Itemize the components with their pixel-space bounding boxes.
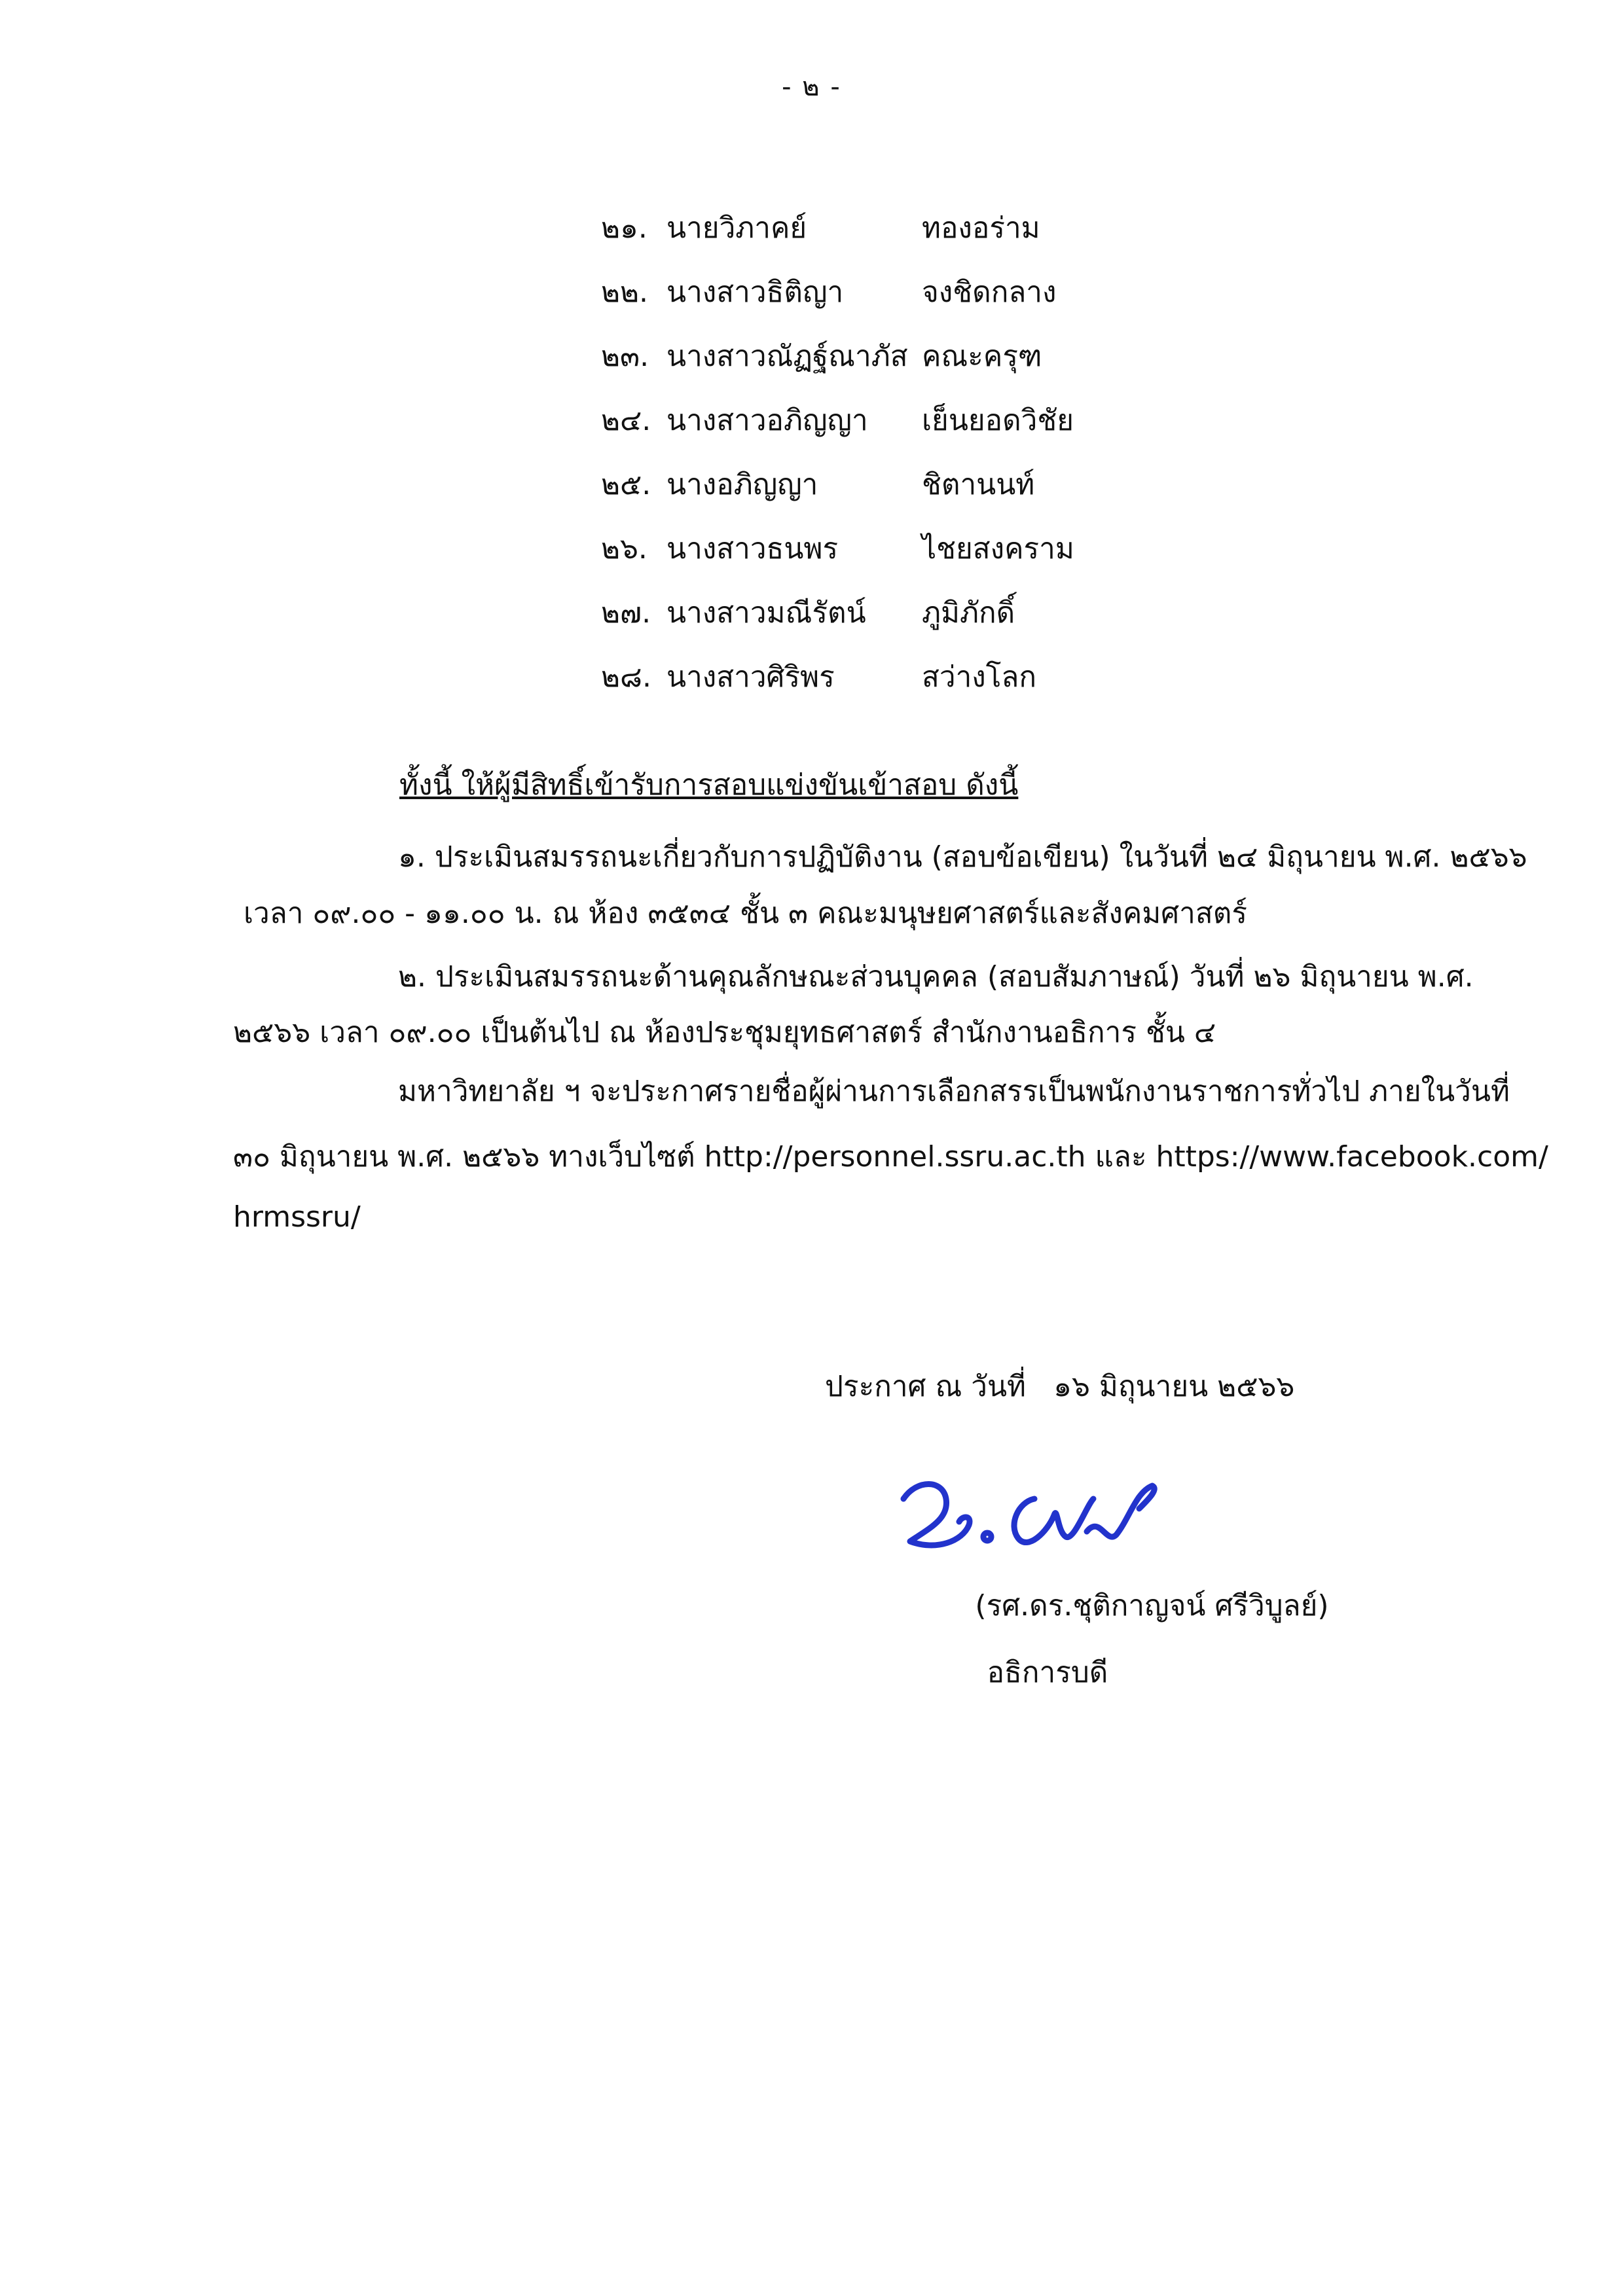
name-index: ๒๒. (601, 276, 648, 309)
name-last: ทองอร่าม (922, 211, 1040, 245)
name-row (601, 196, 1190, 260)
name-row (601, 389, 1190, 453)
body-line: ๒๕๖๖ เวลา ๐๙.๐๐ เป็นต้นไป ณ ห้องประชุมยุทธศาสตร์ สำนักงานอธิการ ชั้น ๔ (233, 1016, 1216, 1049)
name-index: ๒๑. (601, 211, 647, 245)
name-last: ไชยสงคราม (922, 532, 1074, 565)
exam-heading: ทั้งนี้ ให้ผู้มีสิทธิ์เข้ารับการสอบแข่งขันเข้าสอบ ดังนี้ (399, 768, 1019, 802)
name-first: นายวิภาคย์ (666, 211, 807, 245)
body-line: มหาวิทยาลัย ฯ จะประกาศรายชื่อผู้ผ่านการเลือกสรรเป็นพนักงานราชการทั่วไป ภายในวันที่ (398, 1075, 1510, 1108)
name-last: ชิตานนท์ (922, 468, 1035, 501)
name-first: นางสาวมณีรัตน์ (666, 596, 866, 630)
body-line: hrmssru/ (233, 1200, 361, 1234)
name-first: นางสาวศิริพร (666, 660, 835, 694)
name-first: นางสาวณัฏฐ์ณาภัส (666, 340, 908, 373)
body-line: ๓๐ มิถุนายน พ.ศ. ๒๕๖๖ ทางเว็บไซต์ http://personnel.ssru.ac.th และ https://www.facebook.com/ (233, 1140, 1548, 1174)
name-row (601, 325, 1190, 389)
name-index: ๒๗. (601, 596, 651, 630)
announce-label: ประกาศ ณ วันที่ (825, 1370, 1027, 1403)
name-last: คณะครุฑ (922, 340, 1042, 373)
name-index: ๒๕. (601, 468, 651, 501)
name-list (601, 196, 1190, 709)
body-line: ๑. ประเมินสมรรถนะเกี่ยวกับการปฏิบัติงาน (สอบข้อเขียน) ในวันที่ ๒๔ มิถุนายน พ.ศ. ๒๕๖๖ (398, 840, 1527, 874)
page-number: - ๒ - (782, 72, 841, 102)
signer-title: อธิการบดี (987, 1656, 1108, 1689)
signature-icon (890, 1453, 1205, 1571)
name-index: ๒๘. (601, 660, 651, 694)
signature-image (890, 1453, 1205, 1573)
name-last: ภูมิภักดิ์ (922, 596, 1015, 630)
announce-date: ๑๖ มิถุนายน ๒๕๖๖ (1053, 1370, 1295, 1403)
name-row (601, 260, 1190, 325)
name-row (601, 645, 1190, 709)
name-row (601, 453, 1190, 517)
name-last: สว่างโลก (922, 660, 1036, 694)
announce-date-line (825, 1363, 1294, 1409)
name-first: นางสาวธนพร (666, 532, 839, 565)
name-index: ๒๓. (601, 340, 649, 373)
name-index: ๒๔. (601, 404, 651, 437)
body-line: เวลา ๐๙.๐๐ - ๑๑.๐๐ น. ณ ห้อง ๓๕๓๔ ชั้น ๓ คณะมนุษยศาสตร์และสังคมศาสตร์ (244, 897, 1247, 930)
signer-name (0, 1583, 1623, 1628)
name-index: ๒๖. (601, 532, 647, 565)
signer-name-text: (รศ.ดร.ชุติกาญจน์ ศรีวิบูลย์) (975, 1589, 1329, 1623)
name-first: นางอภิญญา (666, 468, 818, 501)
name-first: นางสาวธิติญา (666, 276, 844, 309)
name-last: จงชิดกลาง (922, 276, 1057, 309)
name-row (601, 581, 1190, 645)
body-line: ๒. ประเมินสมรรถนะด้านคุณลักษณะส่วนบุคคล (สอบสัมภาษณ์) วันที่ ๒๖ มิถุนายน พ.ศ. (398, 960, 1474, 994)
name-row (601, 517, 1190, 581)
name-last: เย็นยอดวิชัย (922, 404, 1074, 437)
name-first: นางสาวอภิญญา (666, 404, 868, 437)
